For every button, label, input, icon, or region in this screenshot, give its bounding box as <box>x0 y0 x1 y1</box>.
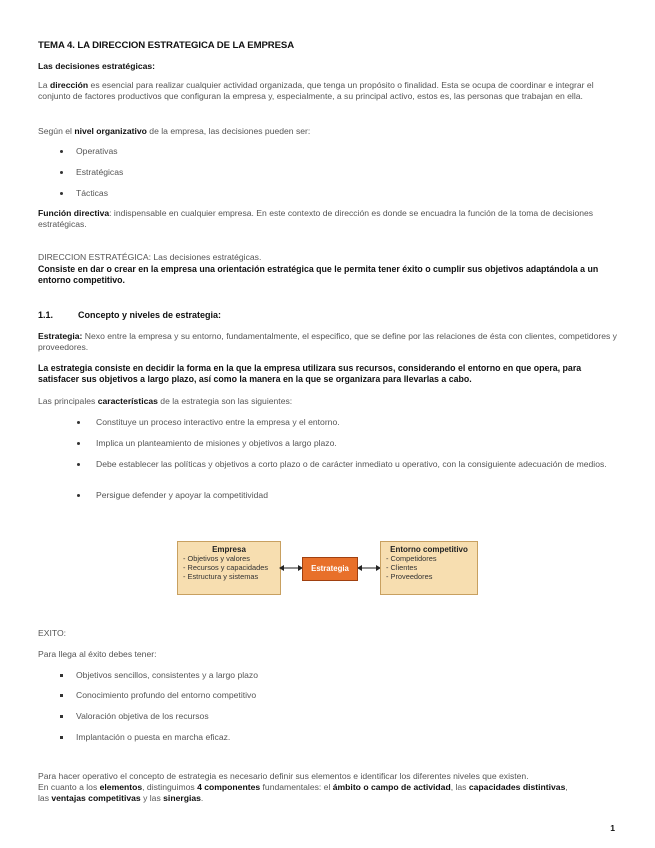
diagram-item: - Competidores <box>386 554 437 563</box>
document-page: TEMA 4. LA DIRECCION ESTRATEGICA DE LA EMPRESA Las decisiones estratégicas: La dirección es esencial para realizar cualquier actividad organizada, que tenga un propósito o finalidad. Esta se ocupa de coordinar e integrar el conjunto de factores productivos que configuran la empresa y, especialmente, a su principal activo, estos es, las personas que trabajan en ella. Según el nivel organizativo de la empresa, las decisiones pueden ser: Operativas Estratégicas Tácticas Función directiva: indispensable en cualquier empresa. En este contexto de dirección es donde se encuadra la función de la toma de decisiones estratégicas. DIRECCION ESTRATÉGICA: Las decisiones estratégicas. Consiste en dar o crear en la empresa una orientación estratégica que le permita tener éxito o cumplir sus objetivos adaptándola a un entorno competitivo. 1.1. Concepto y niveles de estrategia: Estrategia: Nexo entre la empresa y su entorno, fundamentalmente, el especifico, que se define por las relaciones de ésta con clientes, competidores y proveedores. La estrategia consiste en decidir la forma en la que la empresa utilizara sus recursos, considerando el entorno en que opera, para satisfacer sus objetivos a largo plazo, así como la manera en la que se organizara para llevarlas a cabo. Las principales características de la estrategia son las siguientes: Constituye un proceso interactivo entre la empresa y el entorno. Implica un planteamiento de misiones y objetivos a largo plazo. Debe establecer las políticas y objetivos a corto plazo o de carácter inmediato u operativo, con la consiguiente adecuación de medios. Persigue defender y apoyar la competitividad Empresa - Objetivos y valores - Recursos y capacidades - Estructura y sistemas Estrategia Entorno competitivo - Competidores - Clientes - Proveedores EXITO: Para llega al éxito debes tener: Objetivos sencillos, consistentes y a largo plazo Conocimiento profundo del entorno competitivo Valoración objetiva de los recursos Implantación o puesta en marcha eficaz. Para hacer operativo el concepto de estrategia es necesario definir sus elementos e identificar los diferentes niveles que existen. En cuanto a los elementos, distinguimos 4 componentes fundamentales: el ámbito o campo de actividad, las capacidades distintivas, las ventajas competitivas y las sinergias. 1 <box>0 0 655 848</box>
list-item: Implica un planteamiento de misiones y objetivos a largo plazo. <box>58 438 619 449</box>
diagram-empresa-box <box>177 541 281 595</box>
diagram-item: - Estructura y sistemas <box>183 572 259 581</box>
diagram-item: - Clientes <box>386 563 418 572</box>
diagram-item: - Objetivos y valores <box>183 554 250 563</box>
paragraph-definicion: Consiste en dar o crear en la empresa una orientación estratégica que le permita tener éxito o cumplir sus objetivos adaptándola a un entorno competitivo. <box>38 264 599 286</box>
paragraph-estrategia-definicion: La estrategia consiste en decidir la forma en la que la empresa utilizara sus recursos, considerando el entorno en que opera, para satisfacer sus objetivos a largo plazo, así como la manera en la que se organizara para llevarlas a cabo. <box>38 363 582 385</box>
diagram-entorno-box <box>380 541 478 595</box>
paragraph-estrategia: Estrategia: Nexo entre la empresa y su entorno, fundamentalmente, el especifico, que se define por las relaciones de ésta con clientes, competidores y proveedores. <box>38 331 617 353</box>
diagram-estrategia-box: Estrategia <box>302 557 358 581</box>
paragraph-line: En cuanto a los elementos, distinguimos 4 componentes fundamentales: el ámbito o campo de actividad, las capacidades distintivas, <box>38 782 568 793</box>
paragraph-direccion-estrategica: DIRECCION ESTRATÉGICA: Las decisiones estratégicas. <box>38 252 262 262</box>
paragraph-direccion: La dirección es esencial para realizar cualquier actividad organizada, que tenga un propósito o finalidad. Esta se ocupa de coordinar e integrar el conjunto de factores productivos que configuran la empresa y, especialmente, a su principal activo, estos es, las personas que trabajan en ella. <box>38 80 594 102</box>
list-item: Debe establecer las políticas y objetivos a corto plazo o de carácter inmediato u operativo, con la consiguiente adecuación de medios. <box>58 459 619 470</box>
diagram-empresa-title: Empresa <box>212 545 246 554</box>
paragraph-funcion-directiva: Función directiva: indispensable en cualquier empresa. En este contexto de dirección es donde se encuadra la función de la toma de decisiones estratégicas. <box>38 208 594 230</box>
diagram-item: - Proveedores <box>386 572 433 581</box>
diagram-entorno-title: Entorno competitivo <box>390 545 468 554</box>
diagram-item: - Recursos y capacidades <box>183 563 269 572</box>
paragraph-nivel-organizativo: Según el nivel organizativo de la empresa, las decisiones pueden ser: <box>38 126 311 136</box>
paragraph-exito-intro: Para llega al éxito debes tener: <box>38 649 157 659</box>
section-heading-decisiones: Las decisiones estratégicas: <box>38 61 156 71</box>
paragraph-line: Para hacer operativo el concepto de estrategia es necesario definir sus elementos e identificar los diferentes niveles que existen. <box>38 771 529 781</box>
page-number: 1 <box>610 823 615 833</box>
document-title: TEMA 4. LA DIRECCION ESTRATEGICA DE LA EMPRESA <box>38 40 295 51</box>
paragraph-elementos <box>38 771 619 805</box>
list-item: Constituye un proceso interactivo entre la empresa y el entorno. <box>58 417 619 428</box>
paragraph-caracteristicas: Las principales características de la estrategia son las siguientes: <box>38 396 293 406</box>
list-item: Persigue defender y apoyar la competitividad <box>58 490 619 501</box>
section-heading-exito: EXITO: <box>38 628 67 638</box>
paragraph-line: las ventajas competitivas y las sinergias. <box>38 793 204 804</box>
